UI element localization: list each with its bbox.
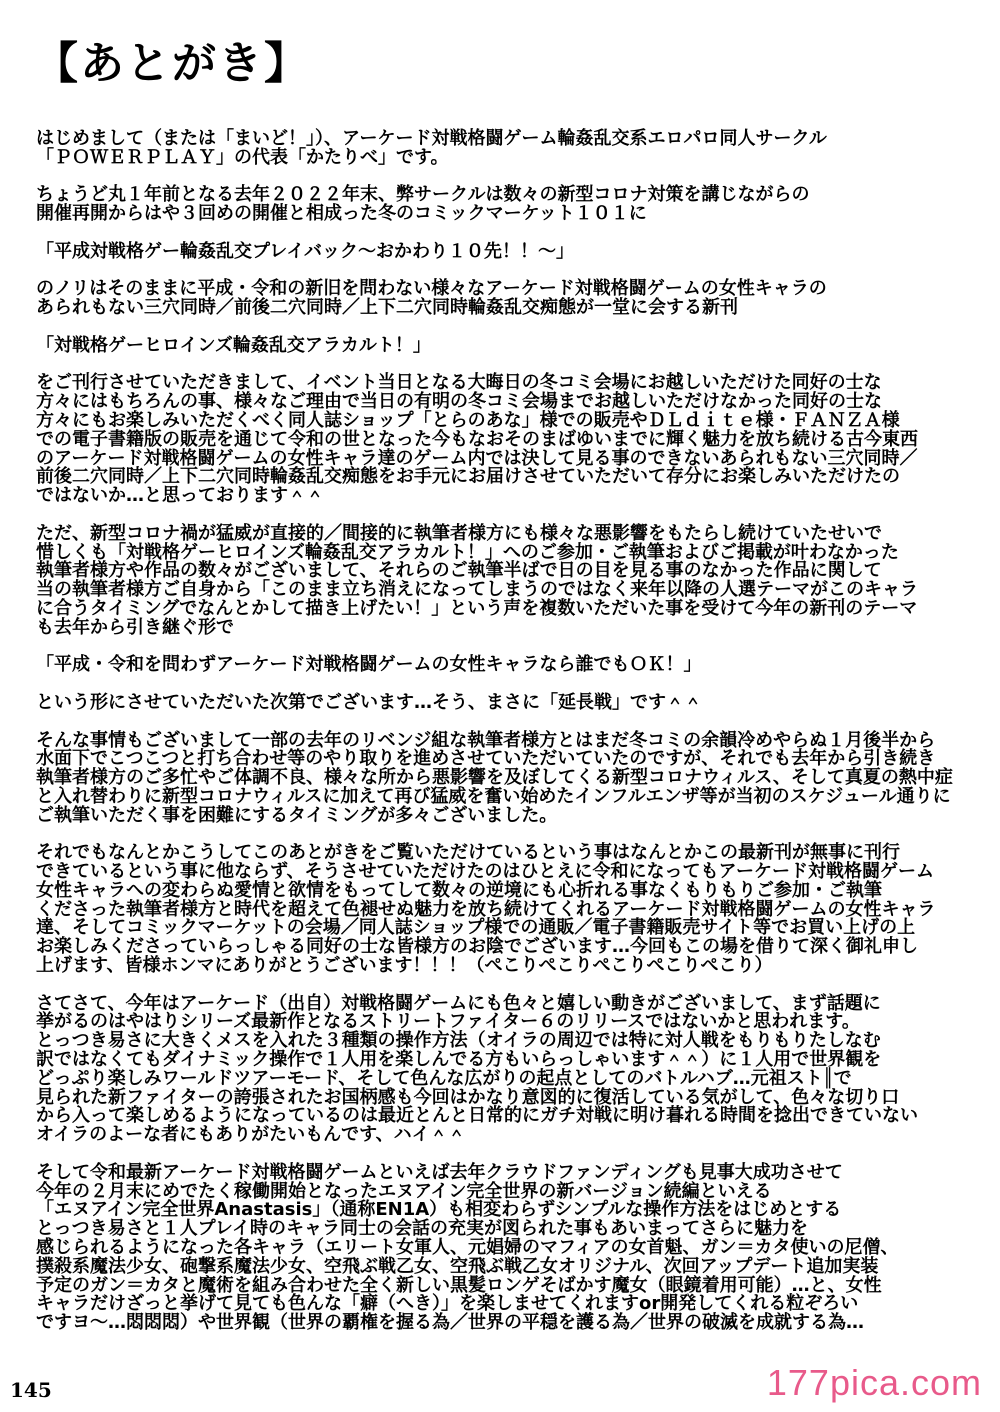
page-title: 【あとがき】 [34, 38, 310, 89]
text-line: 執筆者様方のご多忙やご体調不良、様々な所から悪影響を及ぼしてくる新型コロナウィルス、そして真夏の熱中症 [36, 767, 953, 789]
text-line: ただ、新型コロナ禍が猛威が直接的／間接的に執筆者様方にも様々な悪影響をもたらし続けていたせいで [36, 522, 882, 544]
paragraph-gap [36, 506, 986, 525]
text-line: 執筆者様方や作品の数々がございまして、それらのご執筆半ばで日の目を見る事のなかった作品に関して [36, 560, 882, 582]
text-line: ご執筆いただく事を困難にするタイミングが多々ございました。 [36, 804, 558, 826]
paragraph [36, 334, 986, 356]
text-line: どっぷり楽しみワールドツアーモード、そして色んな広がりの起点としてのバトルハブ…元祖スト║で [36, 1067, 852, 1089]
text-line: ではないか…と思っております＾＾ [36, 485, 324, 507]
paragraph [36, 992, 986, 1146]
text-line: 感じられるようになった各キャラ（エリート女軍人、元娼婦のマフィアの女首魁、ガン＝カタ使いの尼僧、 [36, 1237, 899, 1259]
text-line: そして令和最新アーケード対戦格闘ゲームといえば去年クラウドファンディングも見事大成功させて [36, 1161, 843, 1183]
text-line: 方々にもお楽しみいただくべく同人誌ショップ「とらのあな」様での販売やＤＬｄｉｔｅ様・ＦＡＮＺＡ様 [36, 409, 900, 431]
text-line: 訳ではなくてもダイナミック操作で１人用を楽しんでる方もいらっしゃいます＾＾）に１人用で世界観を [36, 1049, 882, 1071]
text-line: 挙がるのはやはりシリーズ最新作となるストリートファイター６のリリースではないかと思われます。 [36, 1011, 860, 1033]
text-line: から入って楽しめるようになっているのは最近とんと日常的にガチ対戦に明け暮れる時間を捻出できていない [36, 1105, 918, 1127]
text-line: に合うタイミングでなんとかして描き上げたい！」という声を複数いただいた事を受けて今年の新刊のテーマ [36, 597, 918, 619]
text-line: 達、そしてコミックマーケットの会場／同人誌ショップ様での通販／電子書籍販売サイト等でお買い上げの上 [36, 917, 916, 939]
text-line: 「平成対戦格ゲー輪姦乱交プレイバック～おかわり１０先！！～」 [36, 240, 575, 262]
text-line: 当の執筆者様方ご自身から「このまま立ち消えになってしまうのではなく来年以降の人選テーマがこのキャラ [36, 579, 918, 601]
text-line: とっつき易さに大きくメスを入れた３種類の操作方法（オイラの周辺では特に対人戦をもりもりたしなむ [36, 1030, 881, 1052]
text-line: くださった執筆者様方と時代を超えて色褪せぬ魅力を放ち続けてくれるアーケード対戦格闘ゲームの女性キャラ [36, 898, 936, 920]
text-line: をご刊行させていただきまして、イベント当日となる大晦日の冬コミ会場にお越しいただけた同好の士な [36, 372, 882, 394]
paragraph [36, 729, 986, 826]
paragraph [36, 1161, 986, 1334]
paragraph-gap [36, 318, 986, 337]
text-line: 予定のガン＝カタと魔術を組み合わせた全く新しい黒髪ロンゲそばかす魔女（眼鏡着用可能）…と、女性 [36, 1274, 882, 1296]
text-line: も去年から引き継ぐ形で [36, 616, 234, 638]
text-line: あられもない三穴同時／前後二穴同時／上下二穴同時輪姦乱交痴態が一堂に会する新刊 [36, 297, 738, 319]
site-watermark: 177pica.com [766, 1362, 982, 1403]
text-line: 方々にはもちろんの事、様々なご理由で当日の有明の冬コミ会場までお越しいただけなかった同好の士な [36, 391, 882, 413]
text-line: 水面下でこつこつと打ち合わせ等のやり取りを進めさせていただいていたのですが、それでも去年から引き続き [36, 748, 936, 770]
paragraph-gap [36, 976, 986, 995]
text-line: と入れ替わりに新型コロナウィルスに加えて再び猛威を奮い始めたインフルエンザ等が当初のスケジュール通りに [36, 785, 951, 807]
text-line: できているという事に他ならず、そうさせていただけたのはひとえに令和になってもアーケード対戦格闘ゲーム [36, 861, 935, 883]
text-line: 上げます、皆様ホンマにありがとうございます！！！（ぺこりぺこりぺこりぺこりぺこり） [36, 955, 773, 977]
text-line: さてさて、今年はアーケード（出自）対戦格闘ゲームにも色々と嬉しい動きがございまして、まず話題に [36, 992, 881, 1014]
text-line: 撲殺系魔法少女、砲撃系魔法少女、空飛ぶ戦乙女、空飛ぶ戦乙女オリジナル、次回アップデート追加実装 [36, 1255, 879, 1277]
paragraph-gap [36, 224, 986, 243]
paragraph [36, 280, 986, 318]
text-line: ですヨ～…悶悶悶）や世界観（世界の覇権を握る為／世界の平穏を護る為／世界の破滅を成就する為… [36, 1312, 864, 1334]
paragraph-gap [36, 1145, 986, 1164]
text-line: オイラのよーな者にもありがたいもんです、ハイ＾＾ [36, 1124, 466, 1146]
text-line: 「対戦格ゲーヒロインズ輪姦乱交アラカルト！」 [36, 334, 431, 356]
text-line: そんな事情もございまして一部の去年のリベンジ組な執筆者様方とはまだ冬コミの余韻冷めやらぬ１月後半から [36, 729, 936, 751]
paragraph-gap [36, 713, 986, 732]
text-line: 「平成・令和を問わずアーケード対戦格闘ゲームの女性キャラなら誰でもＯＫ！」 [36, 654, 702, 676]
text-line: はじめまして（または「まいど！」）、アーケード対戦格闘ゲーム輪姦乱交系エロパロ同人サークル [36, 128, 827, 149]
text-line: という形にさせていただいた次第でございます…そう、まさに「延長戦」です＾＾ [36, 691, 702, 713]
paragraph [36, 186, 986, 224]
text-line: のアーケード対戦格闘ゲームの女性キャラ達のゲーム内では決して見る事のできないあられもない三穴同時／ [36, 447, 918, 469]
paragraph [36, 130, 986, 168]
text-line: での電子書籍版の販売を通じて令和の世となった今もなおそのまばゆいまでに輝く魅力を放ち続ける古今東西 [36, 428, 918, 450]
page-number: 145 [10, 1378, 52, 1402]
paragraph [36, 656, 986, 675]
text-line: お楽しみくださっていらっしゃる同好の士な皆様方のお陰でございます…今回もこの場を借りて深く御礼申し [36, 936, 918, 958]
paragraph [36, 374, 986, 506]
text-line: 前後二穴同時／上下二穴同時輪姦乱交痴態をお手元にお届けさせていただいて存分にお楽しみいただけたの [36, 466, 900, 488]
text-line: 女性キャラへの変わらぬ愛情と欲情をもってして数々の逆境にも心折れる事なくもりもりご参加・ご執筆 [36, 879, 882, 901]
text-line: 見られた新ファイターの誇張されたお国柄感も今回はかなり意図的に復活している気がして、色々な切り口 [36, 1086, 900, 1108]
text-line: とっつき易さと１人プレイ時のキャラ同士の会話の充実が図られた事もあいまってさらに魅力を [36, 1218, 809, 1240]
text-line: 開催再開からはや３回めの開催と相成った冬のコミックマーケット１０１に [36, 203, 647, 225]
text-line: それでもなんとかこうしてこのあとがきをご覧いただけているという事はなんとかこの最新刊が無事に刊行 [36, 842, 900, 864]
text-line: ちょうど丸１年前となる去年２０２２年末、弊サークルは数々の新型コロナ対策を講じながらの [36, 184, 810, 206]
paragraph [36, 691, 986, 713]
text-line: 「エヌアイン完全世界Anastasis」（通称EN1A）も相変わらずシンプルな操作方法をはじめとする [36, 1199, 842, 1221]
text-line: キャラだけざっと挙げて見ても色んな「癖（へき）」を楽しませてくれますor開発してくれる粒ぞろい [36, 1293, 859, 1315]
afterword-body [36, 130, 986, 1333]
paragraph [36, 844, 986, 976]
text-line: 惜しくも「対戦格ゲーヒロインズ輪姦乱交アラカルト！」へのご参加・ご執筆およびご掲載が叶わなかった [36, 541, 899, 563]
text-line: のノリはそのままに平成・令和の新旧を問わない様々なアーケード対戦格闘ゲームの女性キャラの [36, 278, 827, 300]
text-line: 今年の２月末にめでたく稼働開始となったエヌアイン完全世界の新バージョン続編といえる [36, 1180, 772, 1202]
text-line: 「ＰＯＷＥＲＰＬＡＹ」の代表「かたりべ」です。 [36, 146, 449, 168]
paragraph [36, 240, 986, 262]
paragraph [36, 522, 986, 638]
